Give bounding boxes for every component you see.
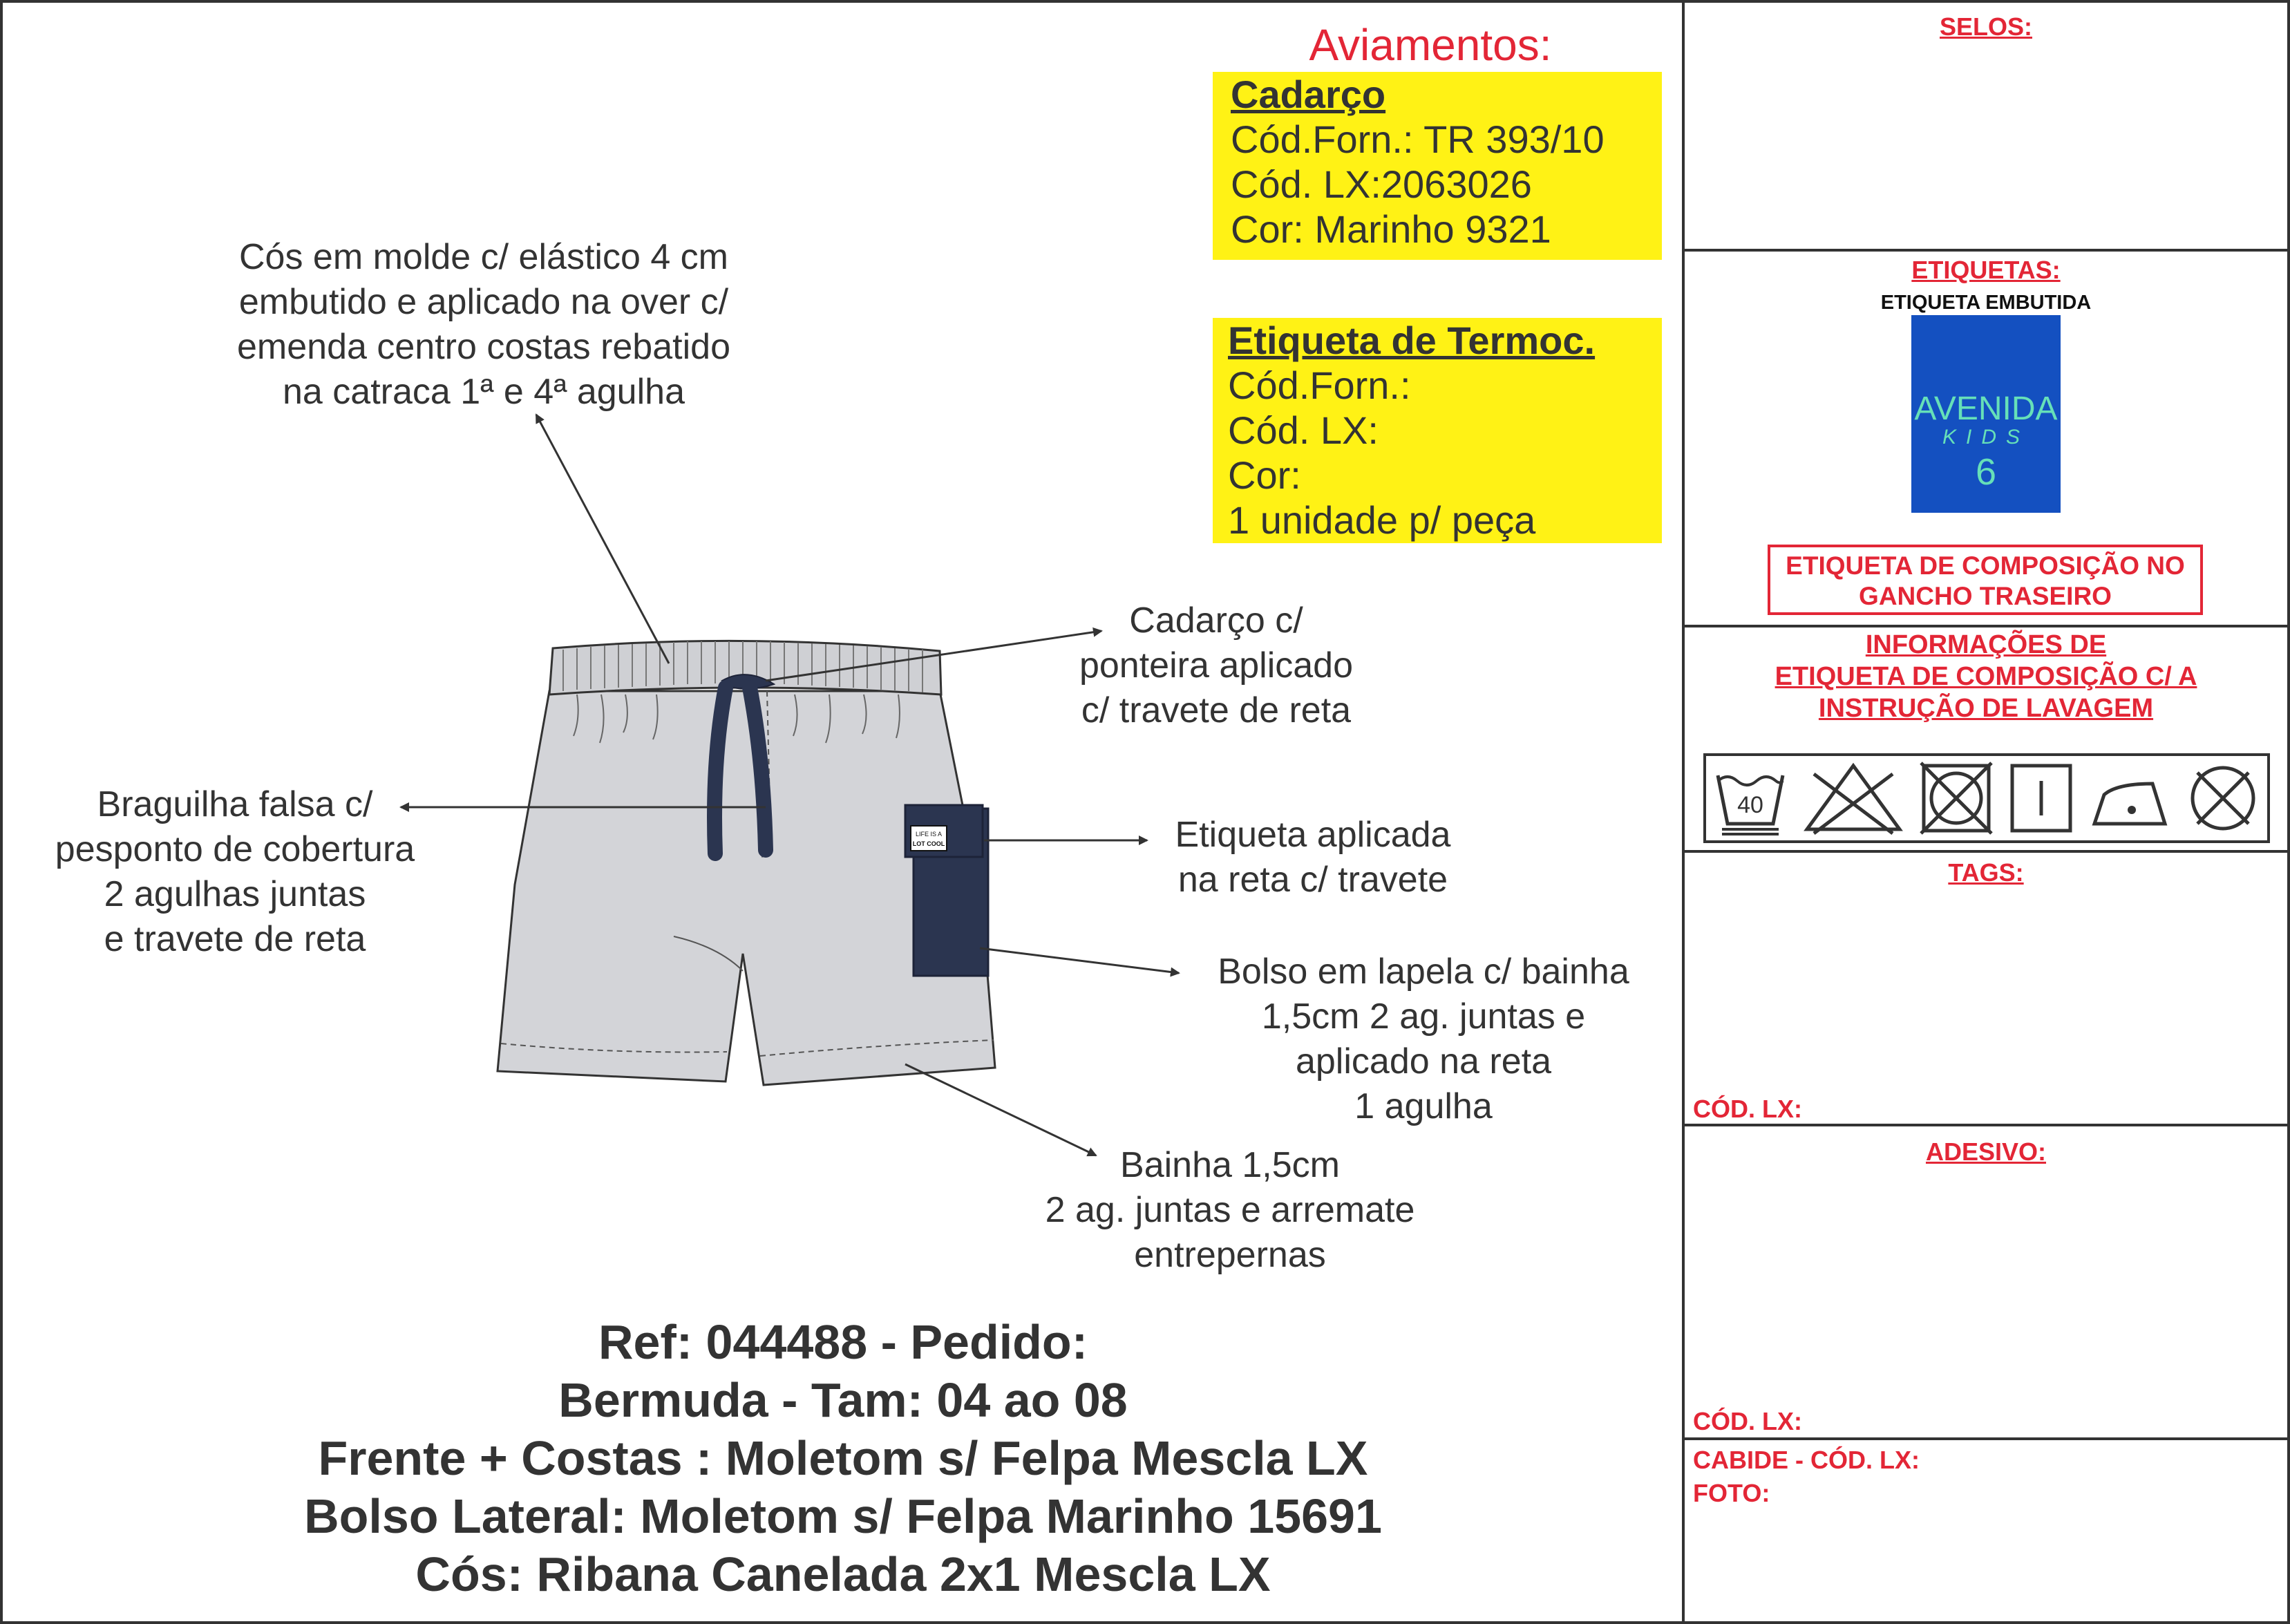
note-line: 2 ag. juntas e arremate	[1045, 1190, 1415, 1230]
cadarco-line: Cor: Marinho 9321	[1231, 207, 1551, 251]
termoc-heading: Etiqueta de Termoc.	[1228, 319, 1596, 362]
info-line: ETIQUETA DE COMPOSIÇÃO C/ A	[1775, 662, 2197, 691]
brand-name: AVENIDA	[1914, 390, 2058, 427]
product-spec	[138, 1313, 1548, 1603]
arrow-cos	[536, 415, 669, 663]
note-line: entrepernas	[1134, 1235, 1326, 1275]
info-line: INSTRUÇÃO DE LAVAGEM	[1818, 694, 2154, 723]
info-line: INFORMAÇÕES DE	[1865, 630, 2107, 659]
cadarco-heading: Cadarço	[1231, 73, 1386, 116]
divider	[1682, 1437, 2290, 1440]
informacoes-title	[1685, 629, 2287, 724]
arrow-bolso	[980, 948, 1179, 973]
divider	[1682, 625, 2290, 627]
spec-waistband: Cós: Ribana Canelada 2x1 Mescla LX	[415, 1547, 1271, 1601]
selos-title: SELOS:	[1939, 12, 2032, 41]
aviamentos-title: Aviamentos:	[1309, 20, 1552, 70]
cadarco-line: Cód. LX:2063026	[1231, 162, 1532, 206]
note-line: Cadarço c/	[1129, 601, 1303, 641]
note-line: 1 agulha	[1354, 1086, 1493, 1126]
divider	[1682, 850, 2290, 853]
etiqueta-embutida-label: ETIQUETA EMBUTIDA	[1880, 292, 2092, 314]
note-line: embutido e aplicado na over c/	[238, 282, 729, 322]
wash-40-icon	[1712, 760, 1788, 836]
note-line: 1,5cm 2 ag. juntas e	[1261, 997, 1586, 1037]
pocket-label-line-1: LIFE IS A	[915, 831, 943, 838]
termoc-line: Cód. LX:	[1228, 408, 1379, 452]
composicao-line: GANCHO TRASEIRO	[1859, 582, 2112, 610]
termoc-line: Cód.Forn.:	[1228, 363, 1411, 407]
note-line: Cós em molde c/ elástico 4 cm	[238, 237, 729, 277]
spec-model: Bermuda - Tam: 04 ao 08	[558, 1373, 1128, 1427]
tags-cod-lx: CÓD. LX:	[1693, 1095, 1802, 1123]
wash-care-symbols	[1703, 753, 2270, 843]
note-line: na catraca 1ª e 4ª agulha	[282, 372, 685, 412]
line-dry-icon	[2007, 760, 2076, 836]
note-line: Braguilha falsa c/	[97, 784, 373, 824]
note-line: na reta c/ travete	[1177, 860, 1448, 900]
spec-fabric-main: Frente + Costas : Moletom s/ Felpa Mescla LX	[318, 1431, 1368, 1485]
brand-size: 6	[1975, 451, 1997, 493]
spec-ref: Ref: 044488 - Pedido:	[598, 1315, 1088, 1369]
note-line: c/ travete de reta	[1081, 690, 1352, 730]
no-dry-clean-icon	[2185, 760, 2261, 836]
iron-low-icon	[2089, 760, 2172, 836]
note-line: Etiqueta aplicada	[1175, 815, 1451, 855]
divider	[1682, 1124, 2290, 1126]
adesivo-title: ADESIVO:	[1925, 1137, 2047, 1166]
note-line: 2 agulhas juntas	[104, 874, 366, 914]
foto-label: FOTO:	[1693, 1479, 1770, 1507]
note-line: e travete de reta	[104, 919, 366, 959]
cadarco-line: Cód.Forn.: TR 393/10	[1231, 117, 1605, 161]
note-line: aplicado na reta	[1295, 1041, 1552, 1082]
no-tumble-dry-icon	[1918, 760, 1994, 836]
note-line: emenda centro costas rebatido	[237, 327, 730, 367]
spec-fabric-pocket: Bolso Lateral: Moletom s/ Felpa Marinho 15691	[304, 1489, 1382, 1543]
no-bleach-icon	[1801, 760, 1905, 836]
composicao-line: ETIQUETA DE COMPOSIÇÃO NO	[1786, 551, 2185, 580]
termoc-line: 1 unidade p/ peça	[1228, 498, 1536, 542]
note-line: Bainha 1,5cm	[1120, 1145, 1340, 1185]
note-line: ponteira aplicado	[1079, 645, 1354, 686]
divider	[1682, 249, 2290, 252]
note-line: pesponto de cobertura	[55, 829, 415, 869]
brand-label-image	[1911, 315, 2061, 513]
etiquetas-title: ETIQUETAS:	[1911, 256, 2061, 284]
cabide-cod-lx: CABIDE - CÓD. LX:	[1693, 1446, 1920, 1474]
termoc-line: Cor:	[1228, 453, 1301, 497]
composicao-box	[1768, 545, 2203, 615]
arrow-bainha	[905, 1064, 1096, 1155]
brand-sub: KIDS	[1942, 426, 2030, 449]
note-line: Bolso em lapela c/ bainha	[1218, 952, 1629, 992]
tags-title: TAGS:	[1948, 858, 2024, 887]
pocket-label-line-2: LOT COOL	[912, 840, 945, 847]
adesivo-cod-lx: CÓD. LX:	[1693, 1407, 1802, 1435]
wash-temp: 40	[1737, 792, 1764, 818]
